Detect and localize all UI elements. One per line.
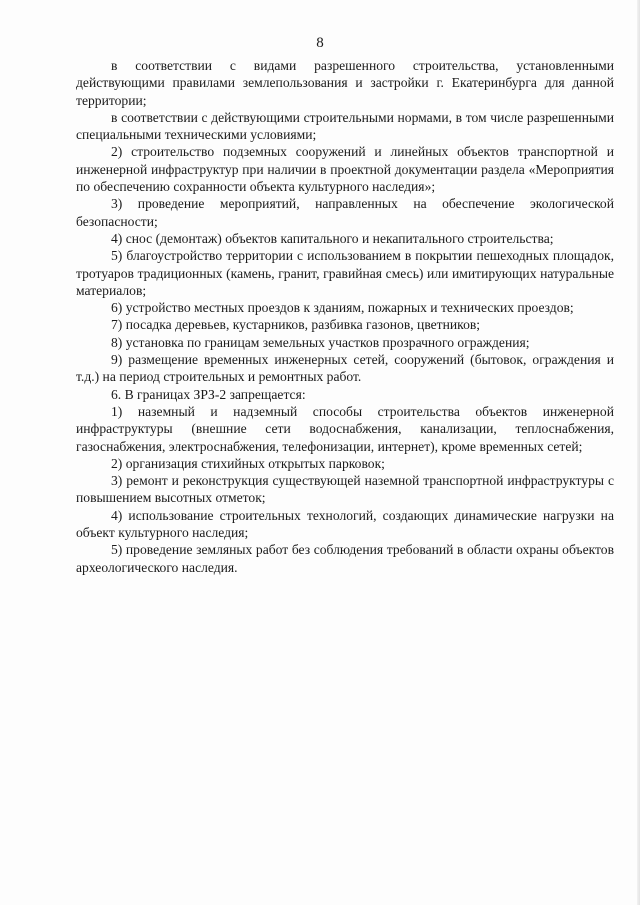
paragraph-prohibited-3-transport: 3) ремонт и реконструкция существующей наземной транспортной инфраструктуры с повышением высотных отметок;	[76, 473, 614, 506]
document-body	[76, 57, 614, 576]
page-number: 8	[316, 35, 324, 51]
paragraph-item-7-planting: 7) посадка деревьев, кустарников, разбивка газонов, цветников;	[111, 317, 481, 333]
paragraph-zoning-rules: в соответствии с видами разрешенного строительства, установленными действующими правилами землепользования и застройки г. Екатеринбурга для данной территории;	[76, 58, 614, 108]
paragraph-building-norms: в соответствии с действующими строительными нормами, в том числе разрешенными специальными техническими условиями;	[76, 109, 614, 143]
paragraph-prohibited-4-dynamic-loads: 4) использование строительных технологий, создающих динамические нагрузки на объект культурного наследия;	[76, 507, 614, 541]
paragraph-item-5-landscaping: 5) благоустройство территории с использованием в покрытии пешеходных площадок, тротуаров традиционных (камень, гранит, гравийная смесь) или имитирующих натуральные материалов;	[76, 248, 614, 298]
paragraph-item-3-ecology: 3) проведение мероприятий, направленных на обеспечение экологической безопасности;	[76, 196, 614, 229]
paragraph-item-4-demolition: 4) снос (демонтаж) объектов капитального и некапитального строительства;	[111, 230, 554, 246]
paragraph-item-9-temporary-networks: 9) размещение временных инженерных сетей, сооружений (бытовок, ограждения и т.д.) на период строительных и ремонтных работ.	[76, 352, 614, 385]
paragraph-item-8-fencing: 8) установка по границам земельных участков прозрачного ограждения;	[111, 334, 530, 350]
paragraph-item-2-underground: 2) строительство подземных сооружений и линейных объектов транспортной и инженерной инфраструктур при наличии в проектной документации раздела «Мероприятия по обеспечению сохранности объекта культурного наследия»;	[76, 144, 614, 195]
paragraph-prohibited-5-earthworks: 5) проведение земляных работ без соблюдения требований в области охраны объектов археологического наследия.	[76, 542, 614, 575]
section-heading-zrz2-prohibited: 6. В границах ЗРЗ-2 запрещается:	[111, 386, 306, 402]
paragraph-prohibited-1-aboveground: 1) наземный и надземный способы строительства объектов инженерной инфраструктуры (внешние сети водоснабжения, канализации, теплоснабжения, газоснабжения, электроснабжения, телефонизации, интернет), кроме временных сетей;	[76, 403, 614, 454]
paragraph-prohibited-2-parking: 2) организация стихийных открытых парковок;	[111, 455, 385, 471]
paragraph-item-6-driveways: 6) устройство местных проездов к зданиям, пожарных и технических проездов;	[111, 300, 574, 316]
